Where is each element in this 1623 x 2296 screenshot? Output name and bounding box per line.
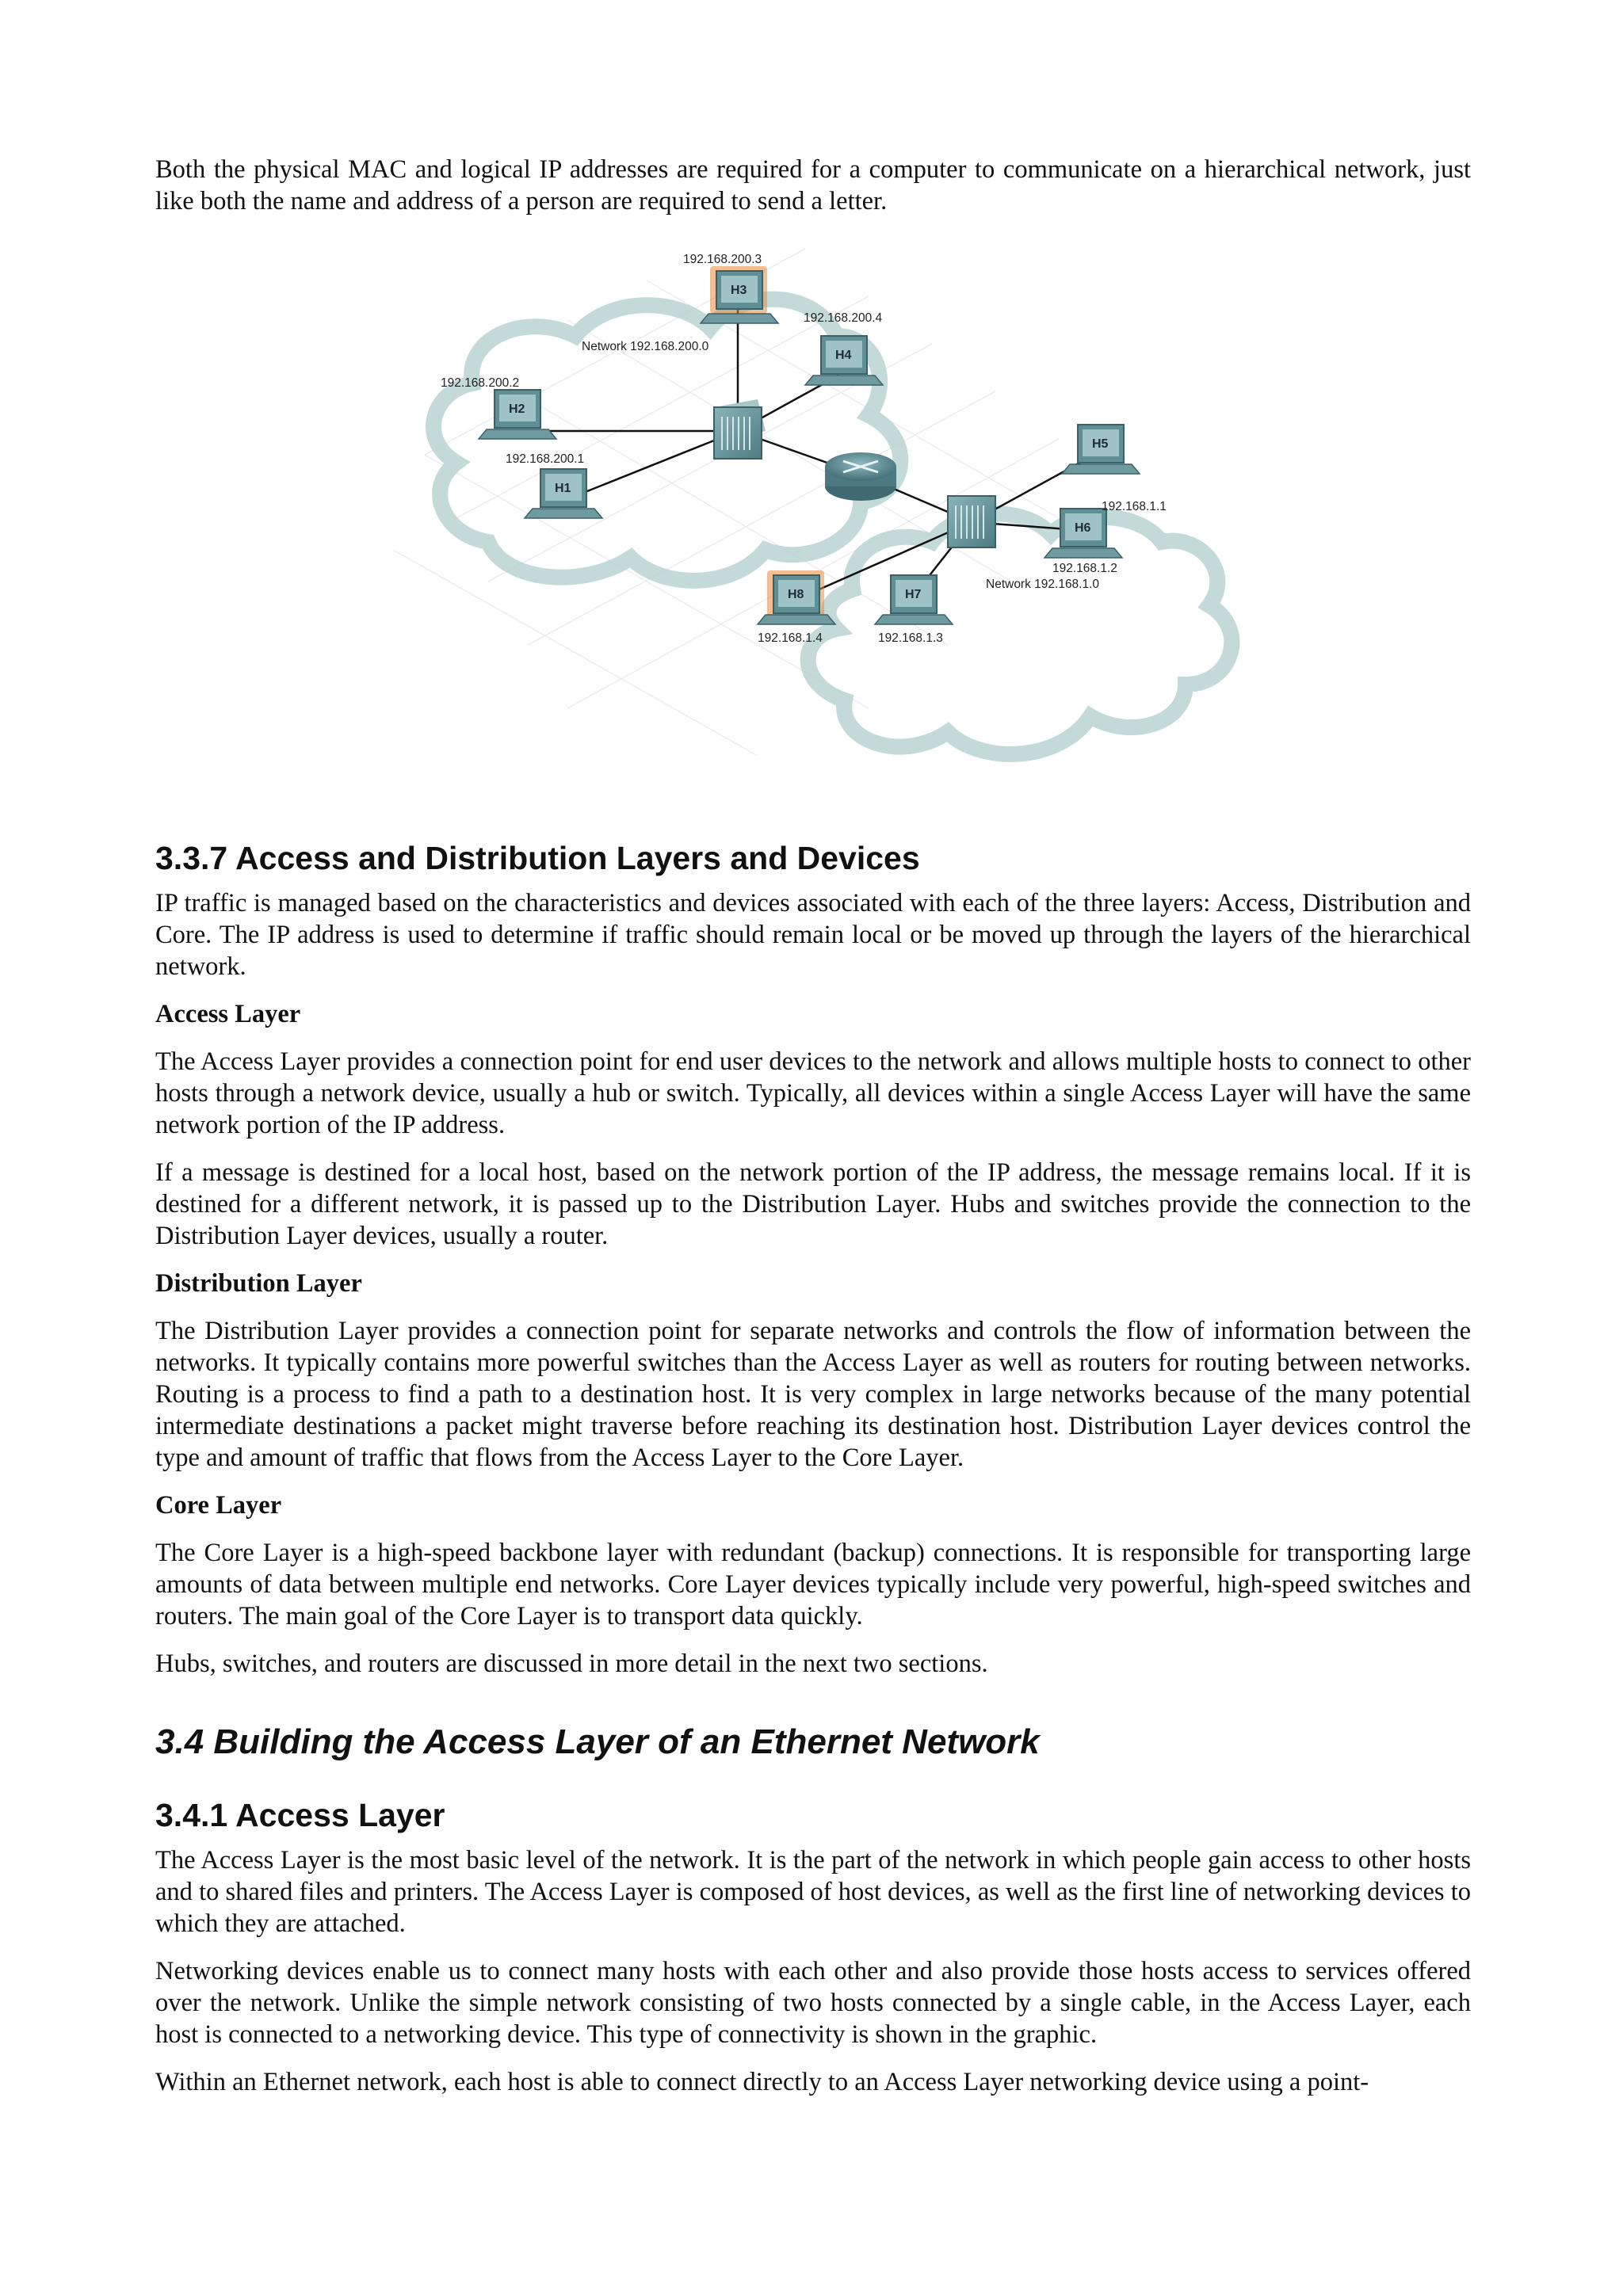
host-label-H6: H6 bbox=[1075, 521, 1091, 535]
host-label-H1: H1 bbox=[555, 482, 571, 495]
section-heading-3-4: 3.4 Building the Access Layer of an Ethernet Network bbox=[155, 1722, 1040, 1761]
section-heading-3-3-7: 3.3.7 Access and Distribution Layers and Devices bbox=[155, 840, 920, 876]
access-layer-paragraph-2: If a message is destined for a local host, based on the network portion of the IP address, the message remains local. If it is destined for a different network, it is passed up to the Distribution Layer. Hubs and switches provide the connection to the Distribution Layer devices, usually a router. bbox=[155, 1158, 1471, 1250]
host-label-H2: H2 bbox=[509, 402, 525, 416]
section-3-3-7-intro: IP traffic is managed based on the characteristics and devices associated with each of the three layers: Access, Distribution and Core. The IP address is used to determine if traffic should remain local or be moved up through the layers of the hierarchical network. bbox=[155, 889, 1471, 981]
ip-label-H4: 192.168.200.4 bbox=[804, 311, 883, 325]
closing-paragraph: Hubs, switches, and routers are discussed in more detail in the next two sections. bbox=[155, 1650, 988, 1678]
access-layer-paragraph-1: The Access Layer provides a connection point for end user devices to the network and allows multiple hosts to connect to other hosts through a network device, usually a hub or switch. Typically, all devices within a single Access Layer will have the same network portion of the IP address. bbox=[155, 1047, 1471, 1139]
section-heading-3-4-1: 3.4.1 Access Layer bbox=[155, 1797, 445, 1833]
document-page bbox=[155, 154, 1471, 2114]
network-diagram bbox=[155, 217, 1471, 803]
ip-label-H2: 192.168.200.2 bbox=[441, 376, 520, 390]
network-cloud-right bbox=[808, 514, 1232, 754]
host-label-H5: H5 bbox=[1092, 437, 1109, 451]
switch-right-icon bbox=[948, 496, 995, 547]
section-3-4-1-paragraph-3: Within an Ethernet network, each host is able to connect directly to an Access Layer networking device using a point- bbox=[155, 2068, 1369, 2096]
core-layer-heading: Core Layer bbox=[155, 1491, 282, 1520]
host-label-H8: H8 bbox=[788, 588, 804, 601]
ip-label-H8: 192.168.1.4 bbox=[758, 631, 823, 645]
ip-label-H7: 192.168.1.3 bbox=[878, 631, 943, 645]
ip-label-H5: 192.168.1.1 bbox=[1102, 500, 1167, 513]
switch-left-icon bbox=[714, 399, 766, 459]
network-label-left: Network 192.168.200.0 bbox=[582, 340, 709, 353]
network-label-right: Network 192.168.1.0 bbox=[986, 578, 1100, 591]
distribution-layer-heading: Distribution Layer bbox=[155, 1269, 362, 1298]
core-layer-paragraph: The Core Layer is a high-speed backbone layer with redundant (backup) connections. It is responsible for transporting large amounts of data between multiple end networks. Core Layer devices typically include very powerful, high-speed switches and routers. The main goal of the Core Layer is to transport data quickly. bbox=[155, 1539, 1471, 1630]
ip-label-H3: 192.168.200.3 bbox=[683, 253, 762, 266]
host-label-H4: H4 bbox=[835, 349, 852, 362]
host-label-H7: H7 bbox=[905, 588, 922, 601]
ip-label-H1: 192.168.200.1 bbox=[506, 452, 585, 466]
section-3-4-1-paragraph-1: The Access Layer is the most basic level of the network. It is the part of the network in which people gain access to other hosts and to shared files and printers. The Access Layer is composed of host devices, as well as the first line of networking devices to which they are attached. bbox=[155, 1846, 1471, 1938]
intro-paragraph: Both the physical MAC and logical IP addresses are required for a computer to communicate on a hierarchical network, just like both the name and address of a person are required to send a letter. bbox=[155, 155, 1471, 215]
distribution-layer-paragraph: The Distribution Layer provides a connection point for separate networks and controls the flow of information between the networks. It typically contains more powerful switches than the Access Layer as well as routers for routing between networks. Routing is a process to find a path to a destination host. It is very complex in large networks because of the many potential intermediate destinations a packet might traverse before reaching its destination host. Distribution Layer devices control the type and amount of traffic that flows from the Access Layer to the Core Layer. bbox=[155, 1317, 1471, 1472]
ip-label-H6: 192.168.1.2 bbox=[1052, 562, 1117, 575]
router-icon bbox=[825, 452, 896, 501]
access-layer-heading: Access Layer bbox=[155, 1000, 301, 1028]
section-3-4-1-paragraph-2: Networking devices enable us to connect many hosts with each other and also provide those hosts access to services offered over the network. Unlike the simple network consisting of two hosts connected by a single cable, in the Access Layer, each host is connected to a networking device. This type of connectivity is shown in the graphic. bbox=[155, 1957, 1471, 2049]
network-diagram-svg bbox=[155, 217, 1471, 803]
host-label-H3: H3 bbox=[731, 284, 747, 297]
